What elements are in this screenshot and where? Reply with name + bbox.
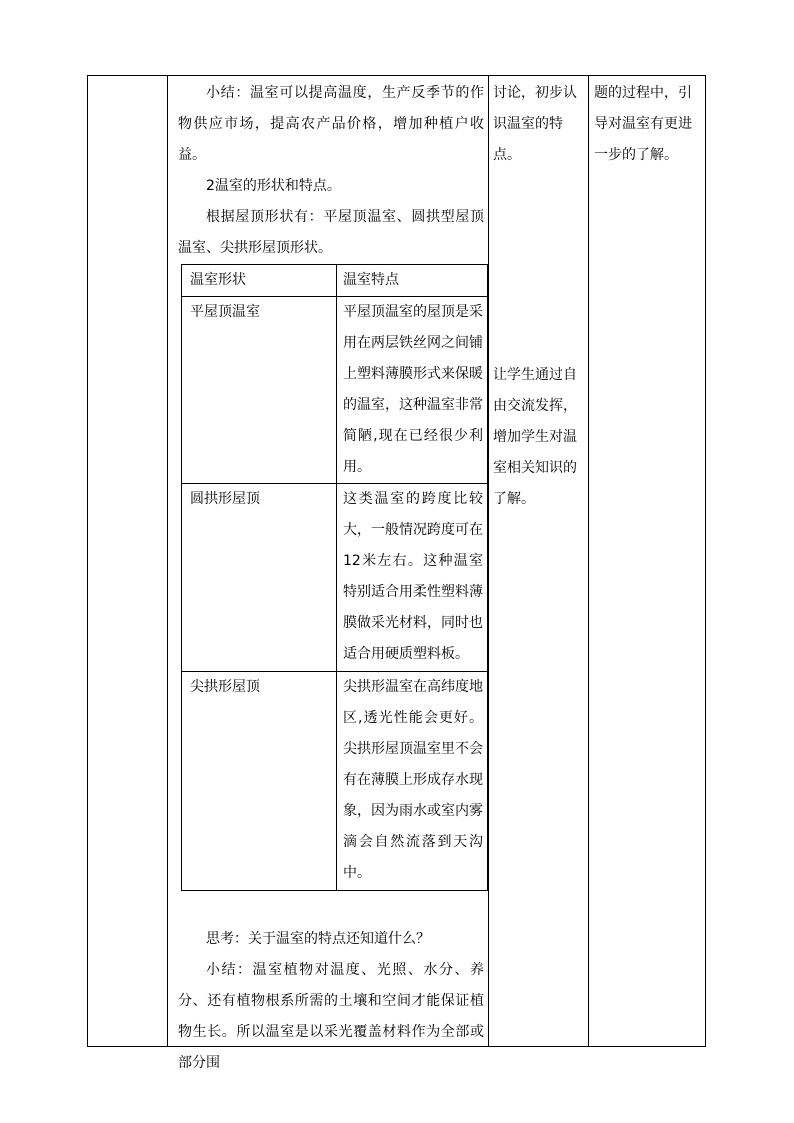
table-row-shape: 尖拱形屋顶 [190,679,260,695]
table-row-feature: 这类温室的跨度比较大，一般情况跨度可在12米左右。这种温室特别适合用柔性塑料薄膜做采光材料，同时也适合用硬质塑料板。 [343,491,483,662]
table-row-feature: 平屋顶温室的屋顶是采用在两层铁丝网之间铺上塑料薄膜形式来保暖的温室，这种温室非常简陋,现在已经很少利用。 [343,304,483,475]
column-divider [488,76,489,1046]
lesson-table [87,75,706,1071]
student-activity-2: 让学生通过自由交流发挥，增加学生对温室相关知识的了解。 [493,367,577,507]
student-activity-1: 讨论，初步认识温室的特点。 [493,85,577,163]
roof-types-paragraph: 根据屋顶形状有：平屋顶温室、圆拱型屋顶温室、尖拱形屋顶形状。 [178,209,484,256]
header-feature: 温室特点 [343,272,399,288]
section-heading: 2温室的形状和特点。 [206,178,341,194]
greenhouse-shape-table [181,264,488,891]
think-question: 思考：关于温室的特点还知道什么？ [206,931,430,947]
header-shape: 温室形状 [190,272,246,288]
table-row-feature: 尖拱形温室在高纬度地区,透光性能会更好。尖拱形屋顶温室里不会有在薄膜上形成存水现象，因为雨水或室内雾滴会自然流落到天沟中。 [343,679,483,881]
summary-paragraph-2: 小结：温室植物对温度、光照、水分、养分、还有植物根系所需的土壤和空间才能保证植物生长。所以温室是以采光覆盖材料作为全部或部分围 [178,962,484,1071]
table-row-shape: 圆拱形屋顶 [190,491,260,507]
table-row-shape: 平屋顶温室 [190,304,260,320]
design-intent: 题的过程中，引导对温室有更进一步的了解。 [594,85,692,163]
inner-column-divider [336,265,337,890]
column-divider [588,76,589,1046]
summary-paragraph-1: 小结：温室可以提高温度，生产反季节的作物供应市场，提高农产品价格，增加种植户收益。 [178,85,484,163]
